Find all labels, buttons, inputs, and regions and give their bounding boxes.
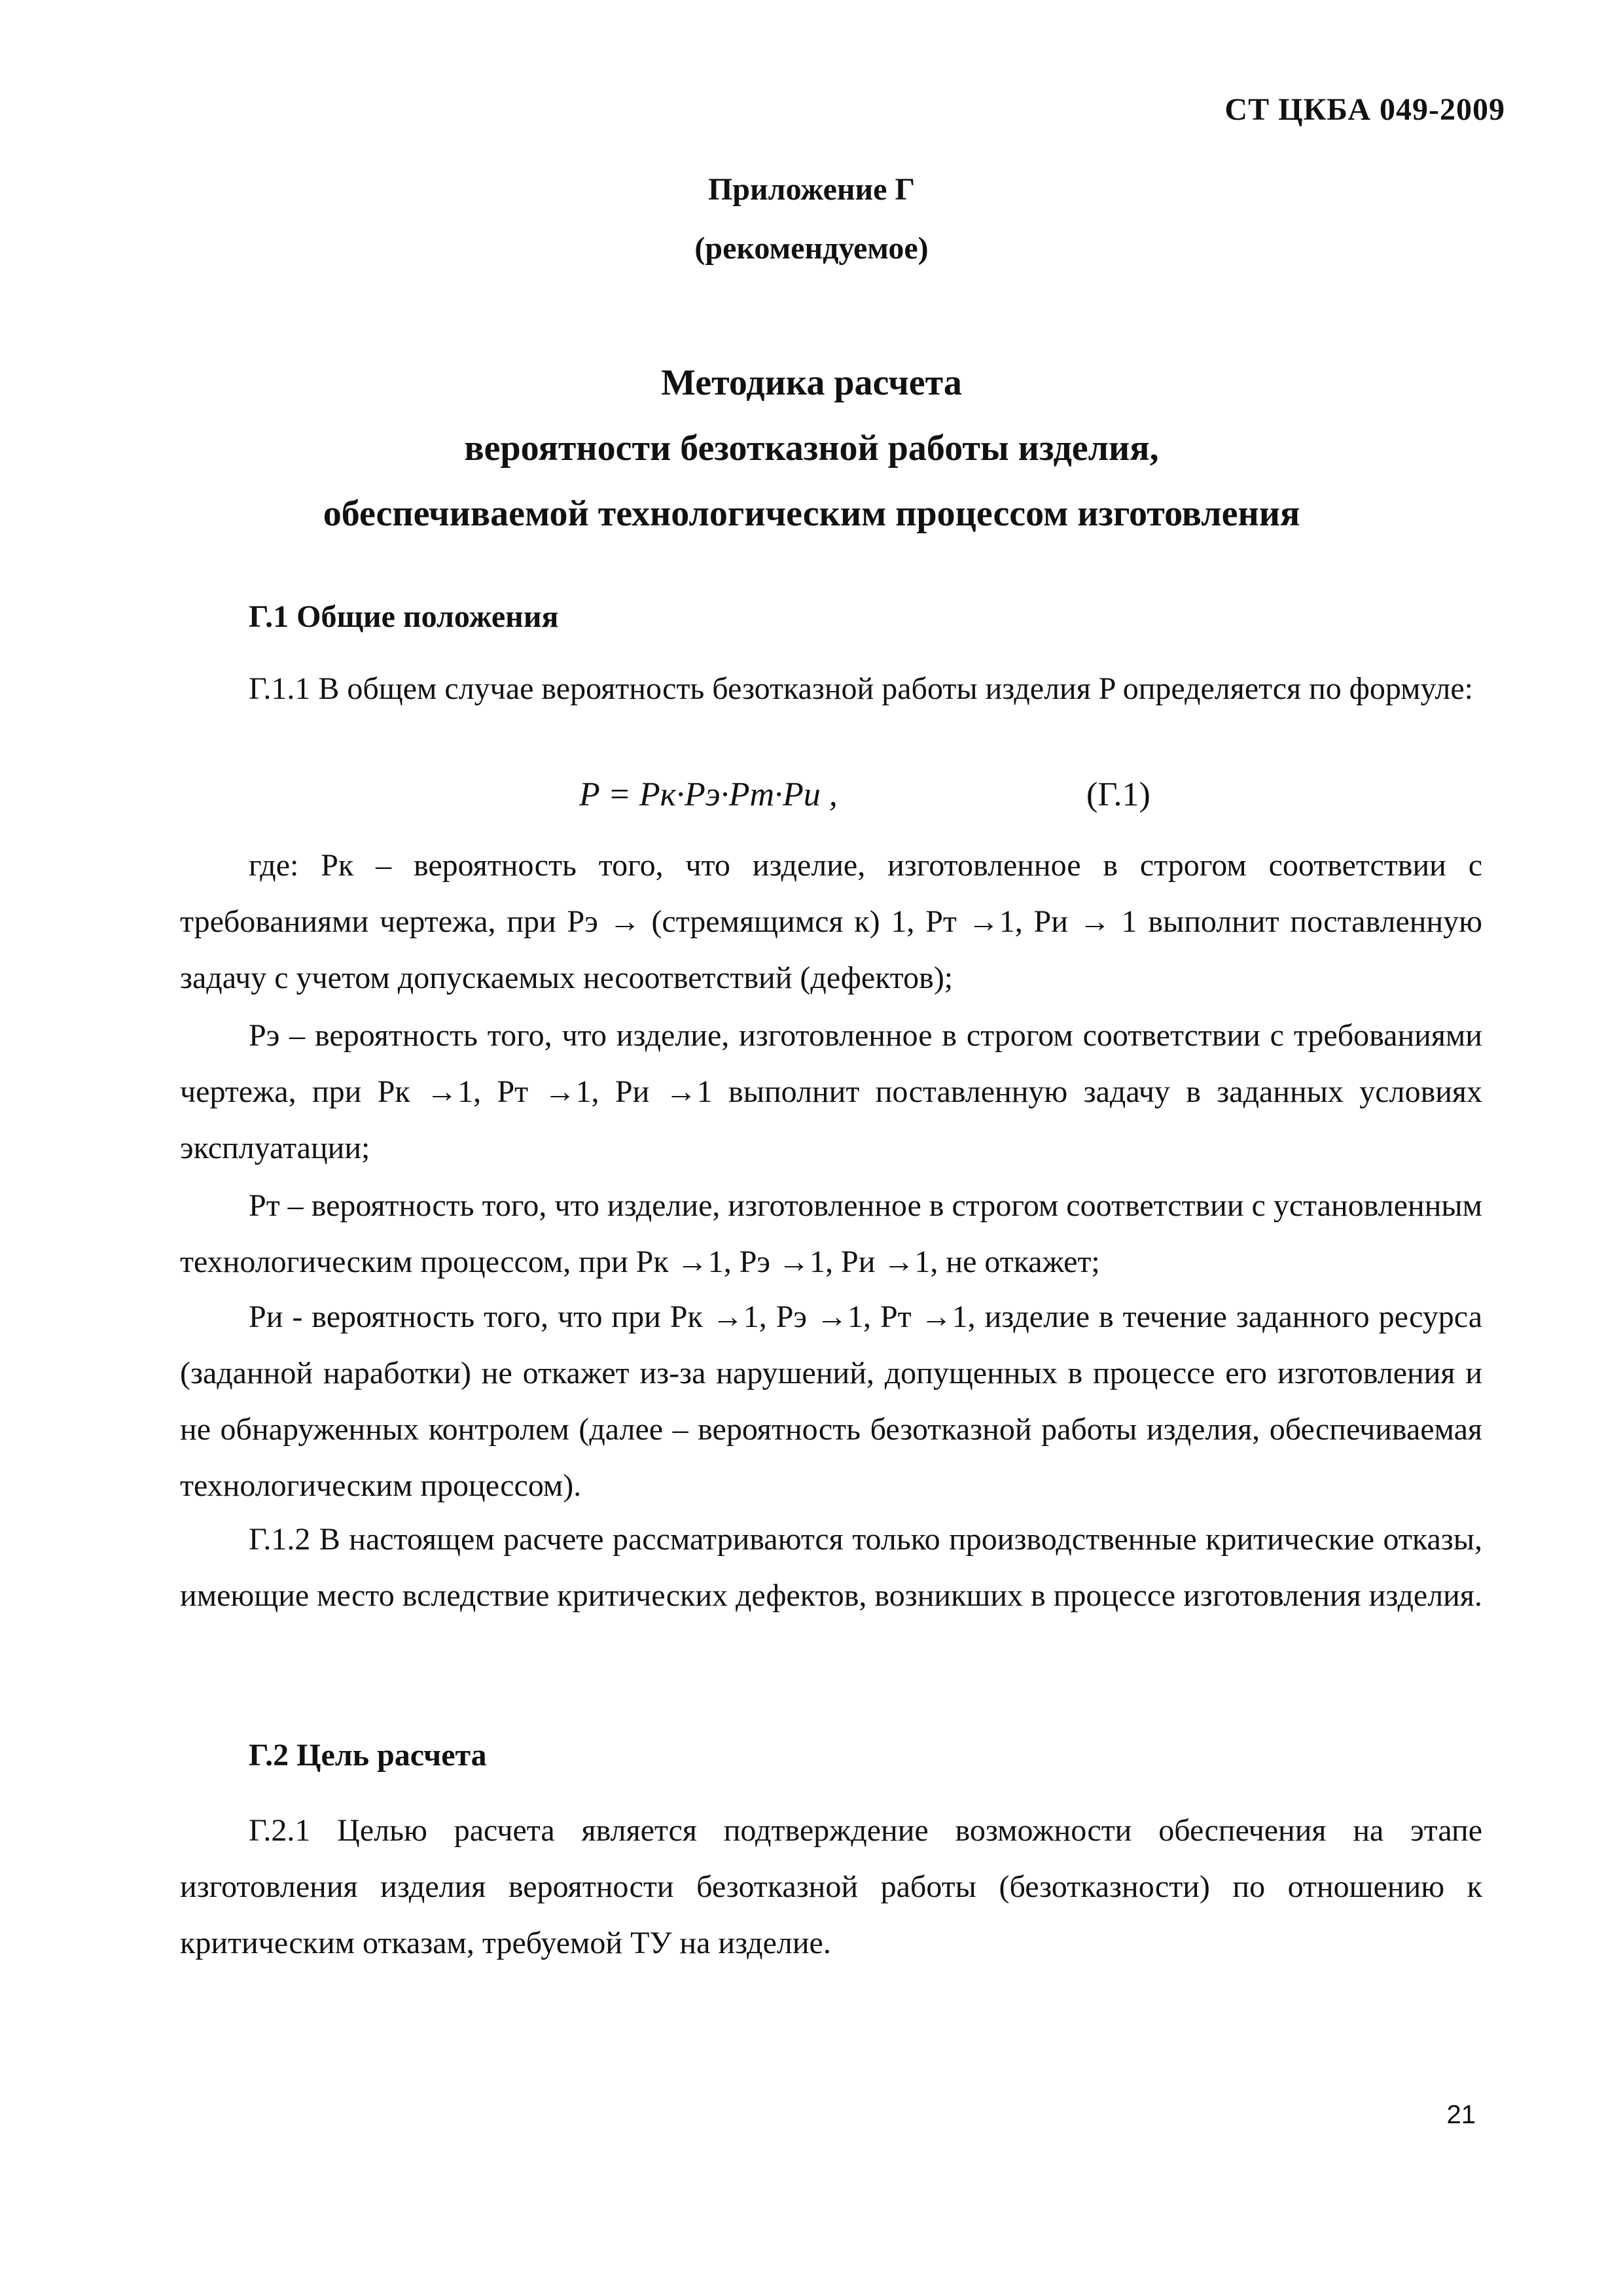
definition-pe: Pэ – вероятность того, что изделие, изготовленное в строгом соответствии с требованиями чертежа, при Pк →1, Pт →1, Pи →1 выполнит поставленную задачу в заданных условиях эксплуатации;	[180, 1018, 1482, 1165]
formula-g1: P = Pк·Pэ·Pт·Pи ,	[579, 776, 838, 813]
appendix-title: Приложение Г	[707, 172, 916, 207]
paragraph-g-2-1: Г.2.1 Целью расчета является подтверждение возможности обеспечения на этапе изготовления изделия вероятности безотказной работы (безотказности) по отношению к критическим отказам, требуемой ТУ на изделие.	[180, 1813, 1482, 1960]
document-title	[0, 350, 1623, 546]
formula-row	[0, 775, 1623, 832]
section-1-heading: Г.1 Общие положения	[249, 599, 559, 634]
definition-pk: где: Pк – вероятность того, что изделие, изготовленное в строгом соответствии с требованиями чертежа, при Pэ → (стремящимся к) 1, Pт →1, Pи → 1 выполнит поставленную задачу с учетом допускаемых несоответствий (дефектов);	[180, 848, 1482, 995]
appendix-subtitle: (рекомендуемое)	[694, 231, 929, 266]
definition-pi: Pи - вероятность того, что при Pк →1, Pэ →1, Pт →1, изделие в течение заданного ресурса (заданной наработки) не откажет из-за нарушений, допущенных в процессе его изготовления и не обнаруженных контролем (далее – вероятность безотказной работы изделия, обеспечиваемая технологическим процессом).	[180, 1299, 1482, 1503]
document-title-line-2: вероятности безотказной работы изделия,	[464, 428, 1159, 468]
document-title-line-1: Методика расчета	[661, 362, 962, 403]
definition-pt: Pт – вероятность того, что изделие, изготовленное в строгом соответствии с установленным технологическим процессом, при Pк →1, Pэ →1, Pи →1, не откажет;	[180, 1188, 1482, 1279]
page-number: 21	[1446, 2100, 1476, 2129]
document-code: СТ ЦКБА 049-2009	[1224, 92, 1505, 127]
document-title-line-3: обеспечиваемой технологическим процессом изготовления	[323, 493, 1300, 534]
formula-number: (Г.1)	[1086, 776, 1150, 813]
section-2-heading: Г.2 Цель расчета	[249, 1738, 487, 1773]
paragraph-g-1-1: Г.1.1 В общем случае вероятность безотказной работы изделия P определяется по формуле:	[249, 671, 1473, 706]
paragraph-g-1-2: Г.1.2 В настоящем расчете рассматриваются только производственные критические отказы, имеющие место вследствие критических дефектов, возникших в процессе изготовления изделия.	[180, 1522, 1482, 1613]
